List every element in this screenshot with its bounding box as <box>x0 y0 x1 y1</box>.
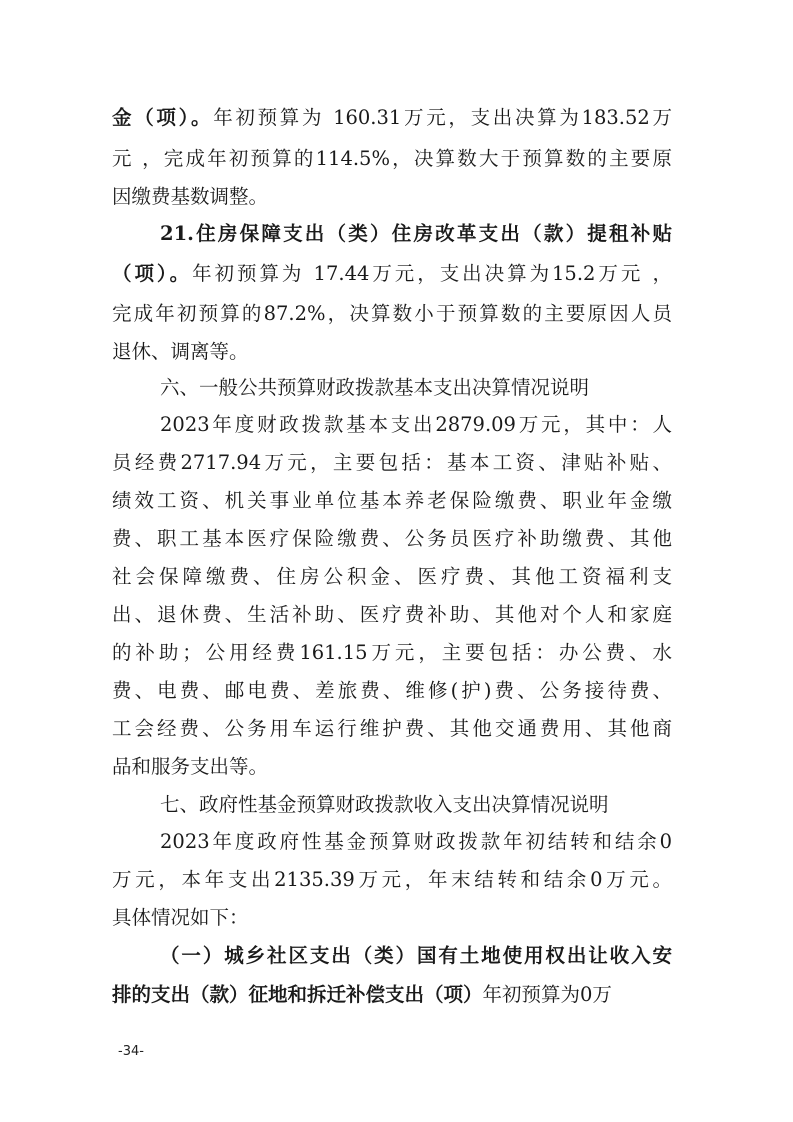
text-line <box>112 557 672 597</box>
text-line <box>112 519 672 559</box>
line-text: 工会经费、公务用车运行维护费、其他交通费用、其他商 <box>112 717 672 740</box>
text-line <box>112 177 672 217</box>
line-text: 年初预算为 160.31万元，支出决算为183.52万 <box>213 106 672 129</box>
text-line <box>112 332 672 372</box>
text-line <box>112 747 672 787</box>
text-line <box>160 785 672 825</box>
page-number: -34- <box>118 1044 144 1059</box>
text-line <box>160 368 672 408</box>
bold-heading-text: 21.住房保障支出（类）住房改革支出（款）提租补贴 <box>160 222 672 245</box>
text-line <box>160 214 672 254</box>
text-line <box>112 254 672 294</box>
line-text: 出、退休费、生活补助、医疗费补助、其他对个人和家庭 <box>112 603 672 626</box>
text-line <box>112 294 672 334</box>
line-text: 费、电费、邮电费、差旅费、维修(护)费、公务接待费、 <box>112 679 672 702</box>
line-text: 员经费2717.94万元，主要包括：基本工资、津贴补贴、 <box>112 451 672 474</box>
bold-heading-text: （项）。 <box>112 262 193 285</box>
line-text: 费、职工基本医疗保险缴费、公务员医疗补助缴费、其他 <box>112 527 672 550</box>
line-text: 绩效工资、机关事业单位基本养老保险缴费、职业年金缴 <box>112 489 672 512</box>
text-line <box>112 98 672 138</box>
line-text: 的补助；公用经费161.15万元，主要包括：办公费、水 <box>112 641 672 664</box>
line-text: 完成年初预算的87.2%，决算数小于预算数的主要原因人员 <box>112 302 672 325</box>
line-text: 元 ，完成年初预算的114.5%，决算数大于预算数的主要原 <box>112 147 672 170</box>
line-text: 品和服务支出等。 <box>112 755 269 778</box>
text-line <box>112 633 672 673</box>
line-text: 年初预算为 17.44万元，支出决算为15.2万元 ， <box>192 262 672 285</box>
text-line <box>112 709 672 749</box>
bold-heading-text: 金（项）。 <box>112 106 214 129</box>
text-line <box>160 936 672 976</box>
line-text: 六、一般公共预算财政拨款基本支出决算情况说明 <box>160 376 590 399</box>
text-line <box>160 405 672 445</box>
text-line <box>112 595 672 635</box>
line-text: 万元，本年支出2135.39万元，年末结转和结余0万元。 <box>112 868 672 891</box>
text-line <box>112 860 672 900</box>
line-text: 因缴费基数调整。 <box>112 185 269 208</box>
line-text: 社会保障缴费、住房公积金、医疗费、其他工资福利支 <box>112 565 672 588</box>
text-line <box>112 975 672 1015</box>
line-text: 年初预算为0万 <box>482 983 612 1006</box>
text-line <box>112 139 672 179</box>
text-line <box>112 671 672 711</box>
line-text: 2023年度财政拨款基本支出2879.09万元，其中：人 <box>160 413 672 436</box>
text-line <box>160 822 672 862</box>
text-line <box>112 443 672 483</box>
bold-heading-text: 排的支出（款）征地和拆迁补偿支出（项） <box>112 983 483 1006</box>
line-text: 退休、调离等。 <box>112 340 249 363</box>
bold-heading-text: （一）城乡社区支出（类）国有土地使用权出让收入安 <box>160 944 672 967</box>
text-line <box>112 898 672 938</box>
text-line <box>112 481 672 521</box>
line-text: 七、政府性基金预算财政拨款收入支出决算情况说明 <box>160 793 609 816</box>
line-text: 具体情况如下： <box>112 906 249 929</box>
line-text: 2023年度政府性基金预算财政拨款年初结转和结余0 <box>160 830 672 853</box>
